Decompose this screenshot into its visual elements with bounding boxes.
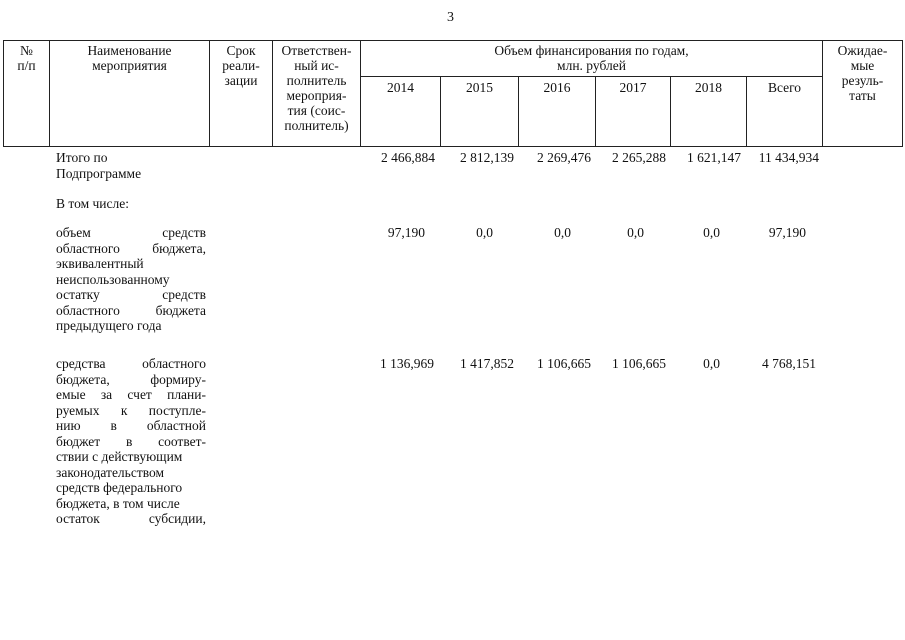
header-funding: Объем финансирования по годам, млн. рублей	[494, 43, 689, 73]
row-including-label: В том числе:	[56, 196, 129, 211]
years-row-top-border	[360, 76, 822, 77]
text-line: средства областного	[56, 356, 206, 371]
text-line: остатку средств	[56, 287, 206, 302]
row-remaining-sum: 97,190	[768, 225, 806, 240]
header-name: Наименование мероприятия	[87, 43, 172, 73]
text-line: бюджет в соответ-	[56, 433, 206, 449]
header-year-2015: 2015	[466, 80, 493, 95]
text-line: емые за счет плани-	[56, 387, 206, 402]
row-total-2014: 2 466,884	[381, 150, 435, 165]
row-remaining-budget-name	[56, 225, 206, 334]
header-responsible: Ответствен- ный ис- полнитель мероприя- тия (соис- полнитель)	[281, 43, 352, 133]
row-federal-funds-name	[56, 356, 206, 527]
row-total-2016: 2 269,476	[537, 150, 591, 165]
row-remaining-2016: 0,0	[554, 225, 571, 240]
row-remaining-2017: 0,0	[627, 225, 644, 240]
row-total-2018: 1 621,147	[687, 150, 741, 165]
header-year-2014: 2014	[387, 80, 414, 95]
text-line: областного бюджета,	[56, 240, 206, 256]
row-total-name: Итого по Подпрограмме	[56, 150, 142, 181]
row-federal-2016: 1 106,665	[537, 356, 591, 371]
header-year-2017: 2017	[619, 80, 647, 95]
row-federal-2014: 1 136,969	[380, 356, 434, 371]
col-border	[902, 40, 903, 147]
header-num: № п/п	[17, 43, 36, 73]
row-remaining-2015: 0,0	[476, 225, 493, 240]
row-total-2015: 2 812,139	[460, 150, 514, 165]
text-line: неиспользованному	[56, 271, 170, 287]
page-number: 3	[447, 10, 454, 25]
text-line: бюджета, формиру-	[56, 371, 206, 387]
text-line: бюджета, в том числе	[56, 495, 180, 511]
row-federal-2015: 1 417,852	[460, 356, 514, 371]
text-line: предыдущего года	[56, 318, 162, 333]
text-line: средств федерального	[56, 480, 183, 495]
row-total-sum: 11 434,934	[758, 150, 819, 165]
header-bottom-border	[3, 146, 902, 147]
table-top-border	[3, 40, 902, 41]
row-federal-2017: 1 106,665	[612, 356, 666, 371]
header-year-2016: 2016	[543, 80, 571, 95]
text-line: остаток субсидии,	[56, 511, 206, 526]
text-line: областного бюджета	[56, 302, 206, 318]
header-term: Срок реали- зации	[222, 43, 260, 88]
text-line: нию в областной	[56, 418, 206, 433]
row-total-2017: 2 265,288	[612, 150, 666, 165]
text-line: законодательством	[56, 464, 165, 480]
text-line: эквивалентный	[56, 256, 144, 271]
text-line: объем средств	[56, 225, 206, 240]
row-remaining-2014: 97,190	[387, 225, 425, 240]
header-year-2018: 2018	[695, 80, 722, 95]
text-line: руемых к поступле-	[56, 402, 206, 418]
row-federal-2018: 0,0	[703, 356, 720, 371]
header-results: Ожидае- мые резуль- таты	[837, 43, 888, 103]
text-line: ствии с действующим	[56, 449, 183, 464]
header-year-total: Всего	[767, 80, 802, 95]
row-remaining-2018: 0,0	[703, 225, 720, 240]
row-federal-sum: 4 768,151	[762, 356, 816, 371]
